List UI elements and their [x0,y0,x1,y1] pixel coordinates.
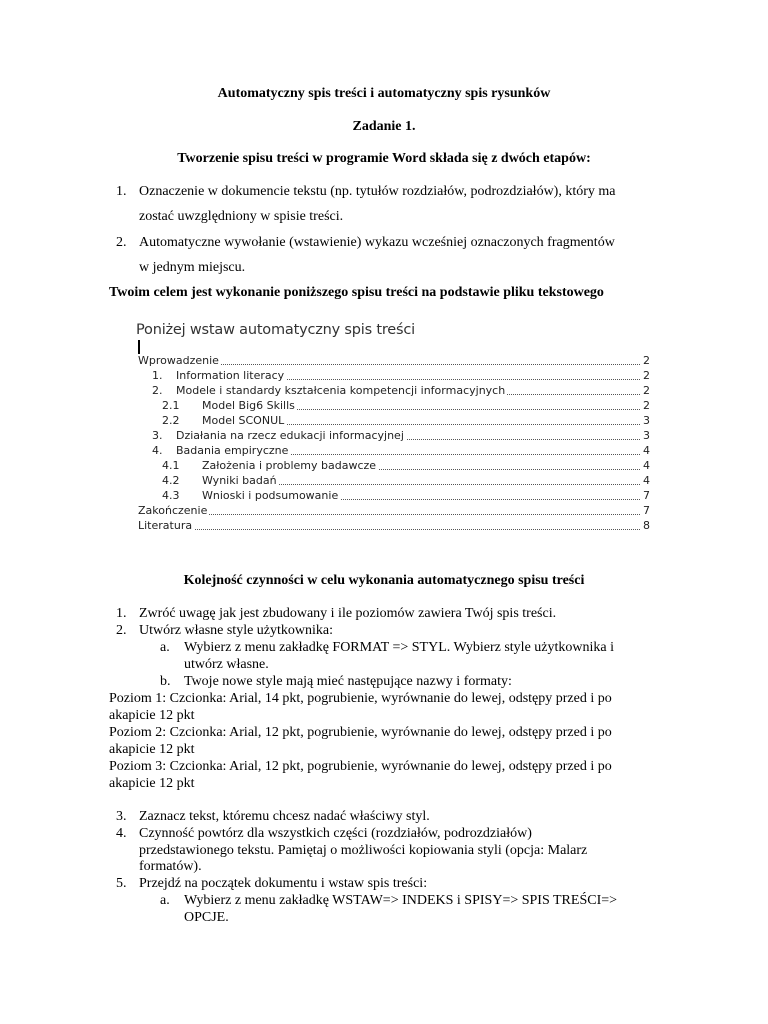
list-marker: 3. [116,809,127,824]
step-text-line: zostać uwzględniony w spisie treści. [139,209,344,224]
toc-row-label: Założenia i problemy badawcze [202,459,377,472]
toc-row-page: 4 [643,474,650,487]
toc-row [138,354,652,368]
toc-row-number: 4.2 [162,474,180,487]
style-level-text: akapicie 12 pkt [109,708,195,723]
subtitle: Tworzenie spisu treści w programie Word składa się z dwóch etapów: [177,151,591,166]
toc-row-label: Wprowadzenie [138,354,219,367]
document-title: Automatyczny spis treści i automatyczny spis rysunków [217,86,551,101]
list-item-text: formatów). [139,859,202,874]
toc-row-page: 2 [643,354,650,367]
task-heading: Zadanie 1. [352,119,416,134]
step-number: 1. [116,184,127,199]
toc-row-label: Badania empiryczne [176,444,289,457]
sublist-marker: a. [160,893,170,908]
toc-row [162,459,652,473]
step-text-line: Automatyczne wywołanie (wstawienie) wykazu wcześniej oznaczonych fragmentów [139,235,615,250]
list-marker: 5. [116,876,127,891]
list-item-text: Zwróć uwagę jak jest zbudowany i ile poziomów zawiera Twój spis treści. [139,606,557,621]
toc-row-number: 4. [152,444,163,457]
sublist-item-text: Wybierz z menu zakładkę FORMAT => STYL. Wybierz style użytkownika i [184,640,614,655]
toc-row-page: 4 [643,459,650,472]
toc-row-number: 2.1 [162,399,180,412]
toc-row [138,519,652,533]
list-item-text: Zaznacz tekst, któremu chcesz nadać właściwy styl. [139,809,430,824]
toc-title: Poniżej wstaw automatyczny spis treści [136,322,415,338]
sublist-item-text: utwórz własne. [184,657,269,672]
sublist-item-text: Twoje nowe style mają mieć następujące nazwy i formaty: [184,674,512,689]
sublist-item-text: OPCJE. [184,910,229,925]
step-text-line: Oznaczenie w dokumencie tekstu (np. tytułów rozdziałów, podrozdziałów), który ma [139,184,616,199]
style-level-text: Poziom 1: Czcionka: Arial, 14 pkt, pogrubienie, wyrównanie do lewej, odstępy przed i po [109,691,612,706]
toc-row [152,384,652,398]
toc-row-label: Modele i standardy kształcenia kompetencji informacyjnych [176,384,506,397]
toc-row-label: Wnioski i podsumowanie [202,489,339,502]
toc-row-label: Model SCONUL [202,414,285,427]
list-marker: 2. [116,623,127,638]
style-level-text: Poziom 2: Czcionka: Arial, 12 pkt, pogrubienie, wyrównanie do lewej, odstępy przed i po [109,725,612,740]
sublist-marker: a. [160,640,170,655]
toc-row-label: Działania na rzecz edukacji informacyjnej [176,429,404,442]
style-level-text: akapicie 12 pkt [109,742,195,757]
step-text-line: w jednym miejscu. [139,260,246,275]
toc-row-page: 3 [643,414,650,427]
toc-row-label: Wyniki badań [202,474,277,487]
toc-row-page: 2 [643,399,650,412]
toc-row [162,399,652,413]
toc-row-label: Literatura [138,519,193,532]
toc-row-number: 2. [152,384,163,397]
toc-row-label: Zakończenie [138,504,208,517]
list-item-text: Czynność powtórz dla wszystkich części (rozdziałów, podrozdziałów) [139,826,532,841]
toc-row-label: Information literacy [176,369,285,382]
goal-text: Twoim celem jest wykonanie poniższego spisu treści na podstawie pliku tekstowego [109,285,604,300]
sublist-item-text: Wybierz z menu zakładkę WSTAW=> INDEKS i SPISY=> SPIS TREŚCI=> [184,893,618,908]
sequence-heading: Kolejność czynności w celu wykonania automatycznego spisu treści [183,573,585,588]
list-marker: 4. [116,826,127,841]
toc-row-page: 2 [643,384,650,397]
sublist-marker: b. [160,674,171,689]
toc-row-page: 3 [643,429,650,442]
toc-leader [138,519,640,530]
step-number: 2. [116,235,127,250]
style-level-text: Poziom 3: Czcionka: Arial, 12 pkt, pogrubienie, wyrównanie do lewej, odstępy przed i po [109,759,612,774]
toc-leader [138,504,640,515]
toc-row-number: 3. [152,429,163,442]
toc-row-number: 2.2 [162,414,180,427]
toc-row [162,414,652,428]
toc-row-number: 4.1 [162,459,180,472]
toc-row [162,474,652,488]
toc-row-page: 8 [643,519,650,532]
toc-row-number: 4.3 [162,489,180,502]
toc-row-page: 2 [643,369,650,382]
style-level-text: akapicie 12 pkt [109,776,195,791]
toc-row-page: 4 [643,444,650,457]
list-item-text: Utwórz własne style użytkownika: [139,623,334,638]
toc-row [152,429,652,443]
toc-row-page: 7 [643,489,650,502]
toc-row [138,504,652,518]
toc-example-image [136,320,652,538]
list-item-text: przedstawionego tekstu. Pamiętaj o możliwości kopiowania styli (opcja: Malarz [139,843,588,858]
text-cursor [138,340,140,354]
toc-row [152,444,652,458]
list-item-text: Przejdź na początek dokumentu i wstaw spis treści: [139,876,428,891]
toc-row-number: 1. [152,369,163,382]
toc-row-label: Model Big6 Skills [202,399,295,412]
toc-row-page: 7 [643,504,650,517]
toc-row [162,489,652,503]
toc-row [152,369,652,383]
list-marker: 1. [116,606,127,621]
